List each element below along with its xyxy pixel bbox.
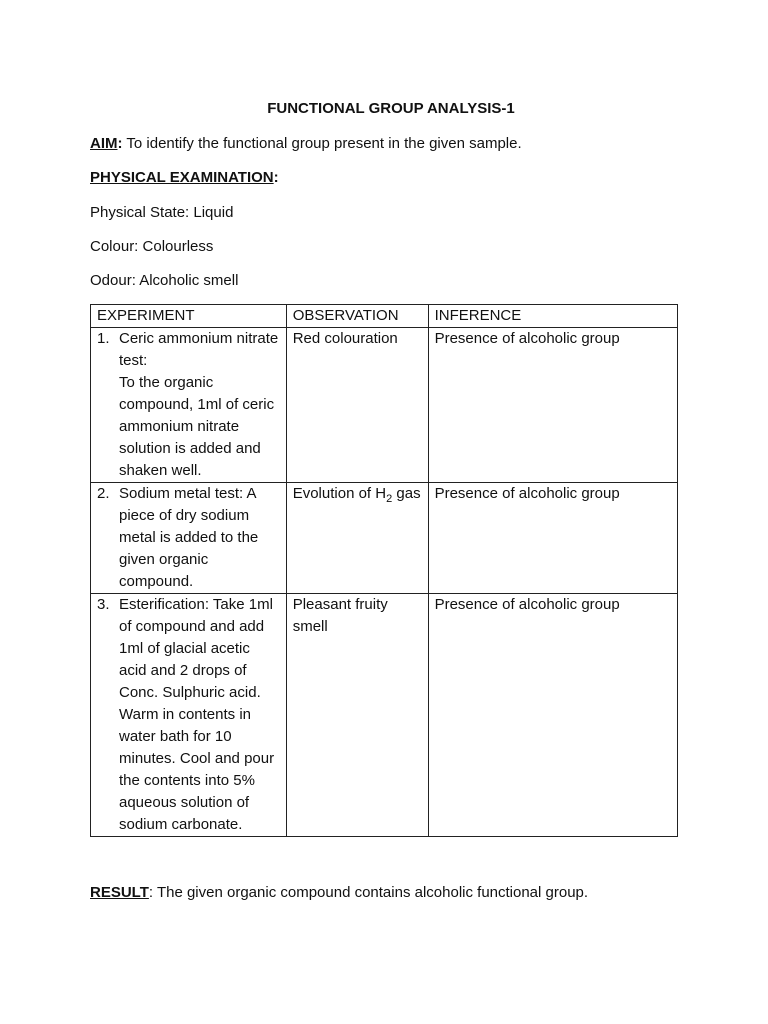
observation-subscript: 2 — [386, 493, 393, 505]
page-title: FUNCTIONAL GROUP ANALYSIS-1 — [267, 100, 515, 117]
header-inference: INFERENCE — [428, 305, 677, 328]
inference-cell: Presence of alcoholic group — [428, 483, 677, 594]
aim-line — [90, 135, 522, 152]
experiment-cell — [91, 483, 287, 594]
experiment-table — [90, 304, 678, 837]
observation-cell: Pleasant fruity smell — [286, 594, 428, 837]
experiment-name: Sodium metal test: A piece of dry sodium metal is added to the given organic compound. — [119, 485, 259, 590]
observation-cell: Red colouration — [286, 328, 428, 483]
inference-cell: Presence of alcoholic group — [428, 328, 677, 483]
observation-prefix: Evolution of H — [292, 485, 387, 502]
table-row — [91, 594, 678, 837]
table-row — [91, 483, 678, 594]
table-row — [91, 328, 678, 483]
experiment-cell — [91, 328, 287, 483]
physical-examination-colon: : — [273, 169, 279, 186]
header-experiment: EXPERIMENT — [91, 305, 287, 328]
experiment-number: 3. — [97, 596, 110, 613]
aim-label: AIM — [90, 135, 118, 152]
physical-state-line: Physical State: Liquid — [90, 204, 234, 221]
physical-examination-heading — [90, 169, 279, 186]
result-label: RESULT — [90, 884, 149, 901]
inference-cell: Presence of alcoholic group — [428, 594, 677, 837]
experiment-cell — [91, 594, 287, 837]
table-header-row — [91, 305, 678, 328]
physical-examination-label: PHYSICAL EXAMINATION — [90, 169, 274, 186]
experiment-name: Ceric ammonium nitrate test: — [119, 330, 279, 369]
experiment-number: 1. — [97, 330, 110, 347]
result-text: : The given organic compound contains alcoholic functional group. — [148, 884, 589, 901]
experiment-name: Esterification: Take 1ml of compound and add 1ml of glacial acetic acid and 2 drops of Conc. Sulphuric acid. Warm in contents in water bath for 10 minutes. Cool and pour the contents into 5% aqueous solution of sodium carbonate. — [119, 596, 275, 833]
odour-line: Odour: Alcoholic smell — [90, 272, 239, 289]
header-observation: OBSERVATION — [286, 305, 428, 328]
colour-line: Colour: Colourless — [90, 238, 214, 255]
aim-colon: : — [117, 135, 123, 152]
observation-cell — [286, 483, 428, 594]
experiment-number: 2. — [97, 485, 110, 502]
experiment-detail: To the organic compound, 1ml of ceric ammonium nitrate solution is added and shaken well. — [119, 374, 275, 479]
result-line — [90, 884, 588, 901]
observation-suffix: gas — [392, 485, 421, 502]
aim-text: To identify the functional group present in the given sample. — [122, 135, 522, 152]
